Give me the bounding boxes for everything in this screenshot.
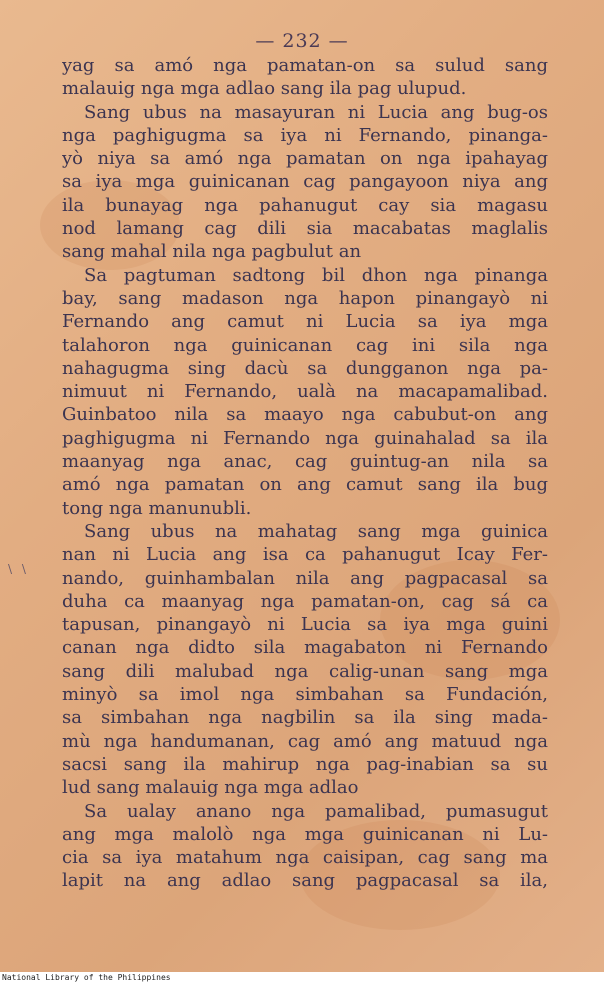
text-line: sang mahal nila nga pagbulut an (62, 241, 362, 263)
text-line: sa iya mga guinicanan cag pangayoon niya ang (62, 171, 548, 193)
text-line: lud sang malauig nga mga adlao (62, 777, 359, 799)
text-line: nga paghigugma sa iya ni Fernando, pinanga- (62, 124, 548, 146)
text-line: lapit na ang adlao sang pagpacasal sa ila, (62, 870, 548, 892)
text-line: talahoron nga guinicanan cag ini sila nga (62, 334, 548, 356)
text-line: bay, sang madason nga hapon pinangayò ni (62, 287, 548, 309)
text-line: paghigugma ni Fernando nga guinahalad sa ila (62, 427, 548, 449)
text-line: nan ni Lucia ang isa ca pahanugut Icay Fer- (62, 544, 548, 566)
text-line: maanyag nga anac, cag guintug-an nila sa (62, 451, 548, 473)
text-line: sa simbahan nga nagbilin sa ila sing mada- (62, 707, 548, 729)
text-line: ila bunayag nga pahanugut cay sia magasu (62, 194, 548, 216)
text-line: sacsi sang ila mahirup nga pag-inabian sa su (62, 753, 548, 775)
text-line: ang mga malolò nga mga guinicanan ni Lu- (62, 823, 548, 845)
text-line: Sang ubus na mahatag sang mga guinica (84, 520, 548, 542)
text-line: malauig nga mga adlao sang ila pag ulupud. (62, 78, 467, 100)
text-line: tong nga manunubli. (62, 497, 252, 519)
margin-mark: \ \ (8, 562, 29, 576)
text-line: canan nga didto sila magabaton ni Fernando (62, 637, 548, 659)
text-line: Guinbatoo nila sa maayo nga cabubut-on ang (62, 404, 548, 426)
text-line: amó nga pamatan on ang camut sang ila bug (62, 474, 548, 496)
text-line: Sa pagtuman sadtong bil dhon nga pinanga (84, 264, 548, 286)
text-line: minyò sa imol nga simbahan sa Fundación, (62, 684, 548, 706)
text-line: duha ca maanyag nga pamatan-on, cag sá ca (62, 590, 548, 612)
text-line: nod lamang cag dili sia macabatas maglalis (62, 218, 548, 240)
text-line: cia sa iya matahum nga caisipan, cag sang ma (62, 847, 548, 869)
text-line: Sang ubus na masayuran ni Lucia ang bug-os (84, 101, 548, 123)
text-line: sang dili malubad nga calig-unan sang mga (62, 660, 548, 682)
text-line: tapusan, pinangayò ni Lucia sa iya mga guini (62, 614, 548, 636)
text-line: Sa ualay anano nga pamalibad, pumasugut (84, 800, 548, 822)
text-line: nimuut ni Fernando, ualà na macapamalibad. (62, 381, 548, 403)
page-number: — 232 — (255, 30, 349, 52)
footer-credit: National Library of the Philippines (2, 973, 171, 982)
text-line: nando, guinhambalan nila ang pagpacasal sa (62, 567, 548, 589)
text-line: mù nga handumanan, cag amó ang matuud nga (62, 730, 548, 752)
body-text (62, 54, 548, 893)
text-line: Fernando ang camut ni Lucia sa iya mga (62, 311, 548, 333)
text-line: yag sa amó nga pamatan-on sa sulud sang (62, 55, 548, 76)
text-line: yò niya sa amó nga pamatan on nga ipahayag (62, 148, 548, 170)
text-line: nahagugma sing dacù sa dungganon nga pa- (62, 357, 548, 379)
